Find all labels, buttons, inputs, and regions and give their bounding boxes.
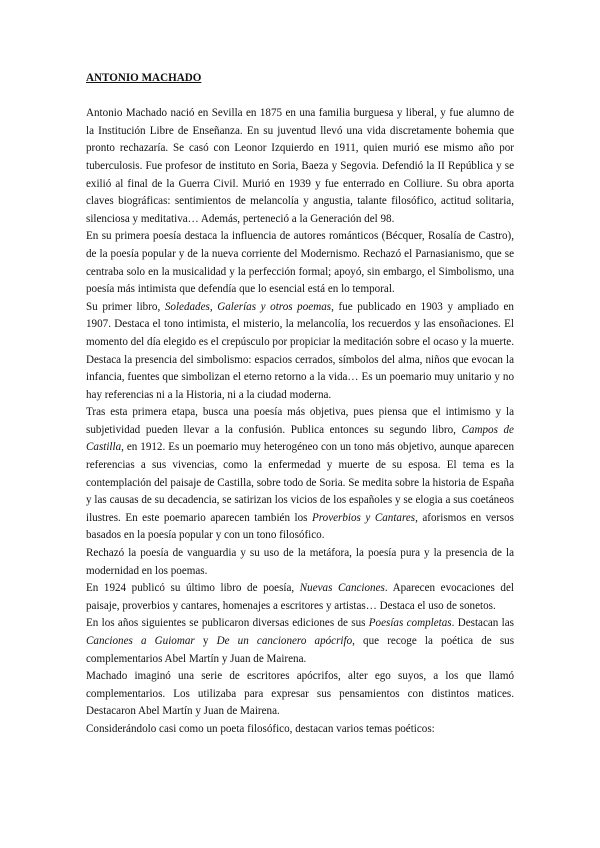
paragraph-vanguard: Rechazó la poesía de vanguardia y su uso de la metáfora, la poesía pura y la presencia de la modernidad en los poemas.	[86, 547, 514, 577]
paragraph-text: , que recoge la poética de sus complementarios Abel Martín y Juan de Mairena.	[86, 635, 515, 665]
paragraph-text: Su primer libro,	[86, 300, 165, 313]
book-title-poesias-completas: Poesías completas	[368, 617, 452, 630]
paragraph-text: . Aparecen evocaciones del paisaje, proverbios y cantares, homenajes a escritores y artistas… Destaca el uso de sonetos.	[86, 582, 514, 612]
paragraph-influences: En su primera poesía destaca la influencia de autores románticos (Bécquer, Rosalía de Castro), de la poesía popular y de la nueva corriente del Modernismo. Rechazó el Parnasianismo, que se centraba solo en la musicalidad y la perfección formal; apoyó, sin embargo, el Simbolismo, una poesía más intimista que defendía que lo esencial está en lo temporal.	[86, 230, 514, 296]
book-title-proverbios: Proverbios y Cantares	[311, 511, 416, 524]
paragraph-text: , fue publicado en 1903 y ampliado en 1907. Destaca el tono intimista, el misterio, la melancolía, los recuerdos y las ensoñaciones. El momento del día elegido es el crepúsculo por propiciar la meditación sobre el ocaso y la muerte. Destaca la presencia del simbolismo: espacios cerrados, símbolos del alma, niños que evocan la infancia, fuentes que simbolizan el eterno retorno a la vida… Es un poemario muy unitario y no hay referencias ni a la Historia, ni a la ciudad moderna.	[86, 300, 514, 401]
book-title-campos: Campos de Castilla	[86, 423, 514, 454]
paragraph-text: En 1924 publicó su último libro de poesía,	[86, 582, 300, 595]
book-title-soledades: Soledades, Galerías y otros poemas	[164, 300, 332, 313]
book-title-cancionero: De un cancionero apócrifo	[216, 635, 353, 647]
paragraph-text: , aforismos en versos basados en la poesía popular y con un tono filosófico.	[86, 511, 514, 542]
paragraph-biography: Antonio Machado nació en Sevilla en 1875 en una familia burguesa y liberal, y fue alumno de la Institución Libre de Enseñanza. En su juventud llevó una vida discretamente bohemia que pronto rechazaría. Se casó con Leonor Izquierdo en 1911, quien murió ese mismo año por tuberculosis. Fue profesor de instituto en Soria, Baeza y Segovia. Defendió la II República y se exilió al final de la Guerra Civil. Murió en 1939 y fue enterrado en Colliure. Su obra aporta claves biográficas: sentimientos de melancolía y angustia, talante filosófico, actitud solitaria, silenciosa y meditativa… Además, perteneció a la Generación del 98.	[86, 107, 514, 225]
book-title-nuevas-canciones: Nuevas Canciones	[299, 582, 385, 595]
document-body	[86, 70, 514, 739]
paragraph-text: Tras esta primera etapa, busca una poesía más objetiva, pues piensa que el intimismo y la subjetividad pueden llevar a la confusión. Publica entonces su segundo libro,	[86, 406, 514, 436]
paragraph-editions	[86, 615, 514, 668]
paragraph-second-book	[86, 404, 514, 545]
paragraph-text: , en 1912. Es un poemario muy heterogéneo con un tono más objetivo, aunque aparecen referencias a sus vivencias, como la enfermedad y muerte de su esposa. El tema es la contemplación del paisaje de Castilla, sobre todo de Soria. Se medita sobre la historia de España y las causas de su decadencia, se satirizan los vicios de los españoles y se elogia a sus coetáneos ilustres. En este poemario aparecen también los	[86, 441, 514, 524]
paragraph-text: y	[194, 635, 217, 647]
book-title-guiomar: Canciones a Guiomar	[86, 635, 195, 647]
paragraph-apocryphal: Machado imaginó una serie de escritores apócrifos, alter ego suyos, a los que llamó complementarios. Los utilizaba para expresar sus pensamientos con distintos matices. Destacaron Abel Martín y Juan de Mairena.	[86, 670, 514, 718]
paragraph-text: En los años siguientes se publicaron diversas ediciones de sus	[86, 617, 369, 630]
paragraph-first-book	[86, 299, 514, 405]
paragraph-themes-intro: Considerándolo casi como un poeta filosófico, destacan varios temas poéticos:	[86, 722, 435, 735]
document-title: ANTONIO MACHADO	[86, 72, 202, 84]
paragraph-text: . Destacan las	[451, 617, 514, 630]
paragraph-last-book	[86, 580, 514, 615]
